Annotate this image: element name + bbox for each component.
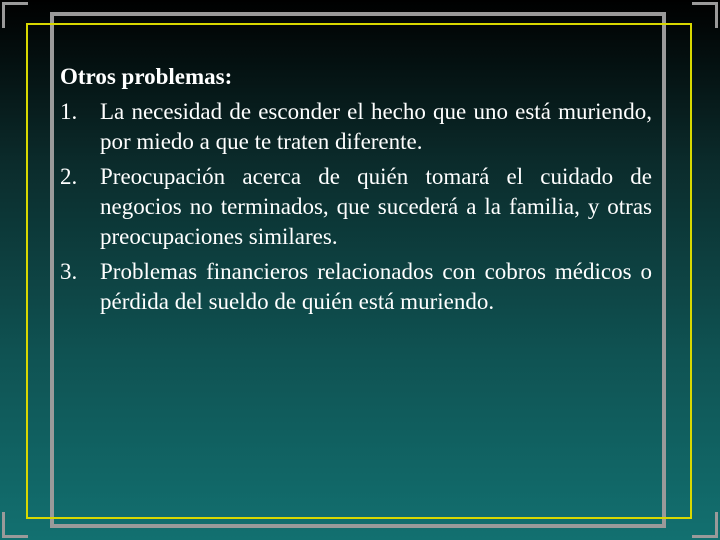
list-item <box>60 257 652 317</box>
list-item <box>60 97 652 157</box>
list-item-number: 2. <box>60 164 78 189</box>
list-item <box>60 162 652 252</box>
list-item-text: La necesidad de esconder el hecho que uno está muriendo, por miedo a que te traten diferente. <box>100 99 652 154</box>
list-item-number: 3. <box>60 259 78 284</box>
slide-heading: Otros problemas: <box>60 64 233 89</box>
problem-list <box>60 97 652 317</box>
list-item-number: 1. <box>60 99 78 124</box>
list-item-text: Preocupación acerca de quién tomará el cuidado de negocios no terminados, que sucederá a la familia, y otras preocupaciones similares. <box>100 164 652 249</box>
corner-decoration-bottom-left <box>2 512 28 538</box>
corner-decoration-bottom-right <box>692 512 718 538</box>
corner-decoration-top-right <box>692 2 718 28</box>
corner-decoration-top-left <box>2 2 28 28</box>
list-item-text: Problemas financieros relacionados con cobros médicos o pérdida del sueldo de quién está muriendo. <box>100 259 652 314</box>
slide-content <box>60 62 652 322</box>
